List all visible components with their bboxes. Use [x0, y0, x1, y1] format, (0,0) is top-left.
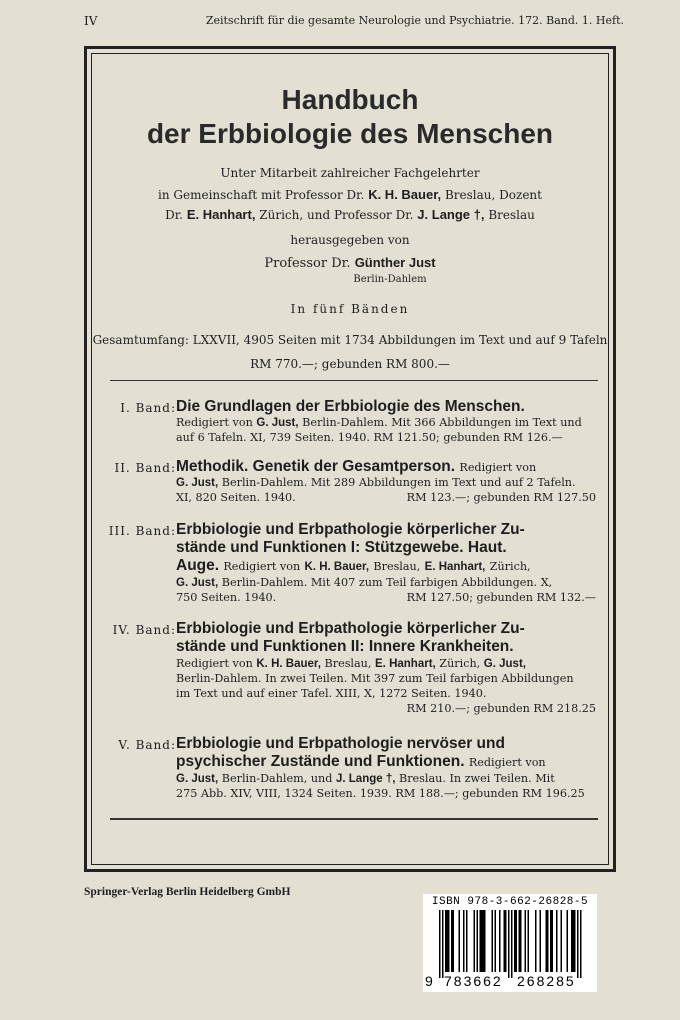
volume-4-line-1: Redigiert von K. H. Bauer, Breslau, E. Hanhart, Zürich, G. Just,	[176, 657, 526, 670]
barcode-bar	[535, 910, 537, 972]
divider-bottom	[110, 818, 598, 820]
barcode-bar	[514, 910, 516, 972]
barcode-bar	[511, 910, 513, 978]
barcode-bar	[477, 910, 479, 972]
isbn-barcode	[423, 894, 597, 992]
volume-5-line-1: G. Just, Berlin-Dahlem, und J. Lange †, Breslau. In zwei Teilen. Mit	[176, 772, 555, 785]
author-bauer: K. H. Bauer,	[368, 187, 442, 202]
barcode-bar	[550, 910, 552, 972]
collaboration-line-1: Unter Mitarbeit zahlreicher Fachgelehrter	[220, 166, 480, 180]
barcode-bar	[451, 910, 453, 972]
volume-3-title-3: Auge. Redigiert von K. H. Bauer, Breslau, E. Hanhart, Zürich,	[176, 557, 531, 574]
author-lange: J. Lange †,	[417, 207, 485, 222]
collaboration-line-2: in Gemeinschaft mit Professor Dr. K. H. Bauer, Breslau, Dozent	[158, 187, 542, 202]
volume-5-title-1: Erbbiologie und Erbpathologie nervöser und	[176, 735, 505, 752]
volume-3-label: III. Band:	[108, 524, 176, 538]
title-handbuch: Handbuch	[281, 84, 419, 115]
barcode-bar	[574, 910, 576, 972]
running-head	[84, 14, 624, 28]
barcode-bar	[520, 910, 522, 972]
barcode-bar	[480, 910, 482, 972]
volume-5-line-2: 275 Abb. XIV, VIII, 1324 Seiten. 1939. RM 188.—; gebunden RM 196.25	[176, 787, 585, 800]
volume-4-line-4: RM 210.—; gebunden RM 218.25	[406, 702, 596, 715]
barcode-digit-first: 9	[425, 973, 433, 989]
volume-3-title-1: Erbbiologie und Erbpathologie körperlicher Zu-	[176, 521, 525, 538]
barcode-bar	[495, 910, 497, 972]
barcode-bar	[552, 910, 554, 972]
volume-2-title: Methodik. Genetik der Gesamtperson. Redigiert von	[176, 458, 537, 475]
barcode-bar	[483, 910, 485, 972]
collaboration-line-3: Dr. E. Hanhart, Zürich, und Professor Dr. J. Lange †, Breslau	[165, 207, 535, 222]
volume-4-title-1: Erbbiologie und Erbpathologie körperlicher Zu-	[176, 620, 525, 637]
author-hanhart: E. Hanhart,	[186, 207, 256, 222]
divider-top	[110, 380, 598, 381]
volume-1-title: Die Grundlagen der Erbbiologie des Menschen.	[176, 398, 525, 415]
publisher: Springer-Verlag Berlin Heidelberg GmbH	[84, 886, 291, 898]
barcode-bar	[466, 910, 468, 972]
editor-name: Günther Just	[354, 255, 436, 270]
barcode-bar	[546, 910, 548, 972]
barcode-bar	[547, 910, 549, 972]
barcode-digits	[423, 973, 597, 989]
barcode-bar	[445, 910, 447, 972]
barcode-digits-right: 268285	[517, 973, 576, 989]
barcode-bar	[447, 910, 449, 972]
barcode-bar	[580, 910, 582, 978]
barcode-bar	[499, 910, 501, 972]
isbn-text: ISBN 978-3-662-26828-5	[431, 896, 589, 908]
volume-1-label: I. Band:	[120, 401, 176, 415]
title-subject: der Erbbiologie des Menschen	[146, 118, 554, 149]
barcode-bar	[556, 910, 558, 972]
barcode-bar	[516, 910, 518, 972]
editor-location: Berlin-Dahlem	[353, 274, 427, 285]
volumes-note: In fünf Bänden	[290, 302, 410, 316]
volume-4-line-3: im Text und auf einer Tafel. XIII, X, 1272 Seiten. 1940.	[176, 687, 487, 700]
volume-3-line-3: 750 Seiten. 1940. RM 127.50; gebunden RM 132.—	[176, 591, 596, 604]
barcode-bar	[481, 910, 483, 972]
volume-4-label: IV. Band:	[112, 623, 176, 637]
editor-line: Professor Dr. Günther Just	[264, 255, 436, 271]
volume-3-line-2: G. Just, Berlin-Dahlem. Mit 407 zum Teil farbigen Abbildungen. X,	[176, 576, 553, 589]
barcode-bar	[571, 910, 573, 972]
barcode-bar	[567, 910, 569, 972]
volume-4-title-2: stände und Funktionen II: Innere Krankheiten.	[176, 638, 514, 655]
volume-5-label: V. Band:	[118, 738, 176, 752]
volume-1-line-1: Redigiert von G. Just, Berlin-Dahlem. Mit 366 Abbildungen im Text und	[176, 416, 582, 429]
volume-2-line-1: G. Just, Berlin-Dahlem. Mit 289 Abbildungen im Text und auf 2 Tafeln.	[176, 476, 576, 489]
barcode-bar	[463, 910, 465, 972]
barcode-bar	[439, 910, 441, 978]
barcode-bar	[453, 910, 455, 972]
barcode-digits-left: 783662	[444, 973, 503, 989]
barcode-bar	[561, 910, 563, 972]
volume-2-label: II. Band:	[114, 461, 176, 475]
volume-2-line-2: XI, 820 Seiten. 1940. RM 123.—; gebunden RM 127.50	[176, 491, 596, 504]
barcode-bar	[474, 910, 476, 972]
barcode-bar	[459, 910, 461, 972]
total-scope: Gesamtumfang: LXXVII, 4905 Seiten mit 1734 Abbildungen im Text und auf 9 Tafeln	[92, 333, 608, 347]
volume-4-line-2: Berlin-Dahlem. In zwei Teilen. Mit 397 zum Teil farbigen Abbildungen	[176, 672, 574, 685]
barcode-bars	[431, 910, 589, 980]
barcode-bar	[442, 910, 444, 978]
volume-5-title-2: psychischer Zustände und Funktionen. Redigiert von	[176, 753, 546, 770]
page-number: IV	[84, 14, 98, 28]
volume-3-title-2: stände und Funktionen I: Stützgewebe. Haut.	[176, 539, 507, 556]
barcode-bar	[505, 910, 507, 972]
barcode-bar	[484, 910, 486, 972]
barcode-bar	[519, 910, 521, 972]
total-price: RM 770.—; gebunden RM 800.—	[250, 357, 450, 371]
barcode-bar	[573, 910, 575, 972]
journal-title: Zeitschrift für die gesamte Neurologie und Psychiatrie. 172. Band. 1. Heft.	[205, 14, 624, 27]
barcode-bar	[525, 910, 527, 972]
barcode-bar	[540, 910, 542, 972]
editor-intro: herausgegeben von	[290, 233, 410, 247]
barcode-bar	[492, 910, 494, 972]
barcode-bar	[528, 910, 530, 972]
barcode-bar	[504, 910, 506, 972]
barcode-bar	[448, 910, 450, 972]
barcode-bar	[508, 910, 510, 978]
barcode-bar	[577, 910, 579, 978]
volume-1-line-2: auf 6 Tafeln. XI, 739 Seiten. 1940. RM 121.50; gebunden RM 126.—	[176, 431, 563, 444]
